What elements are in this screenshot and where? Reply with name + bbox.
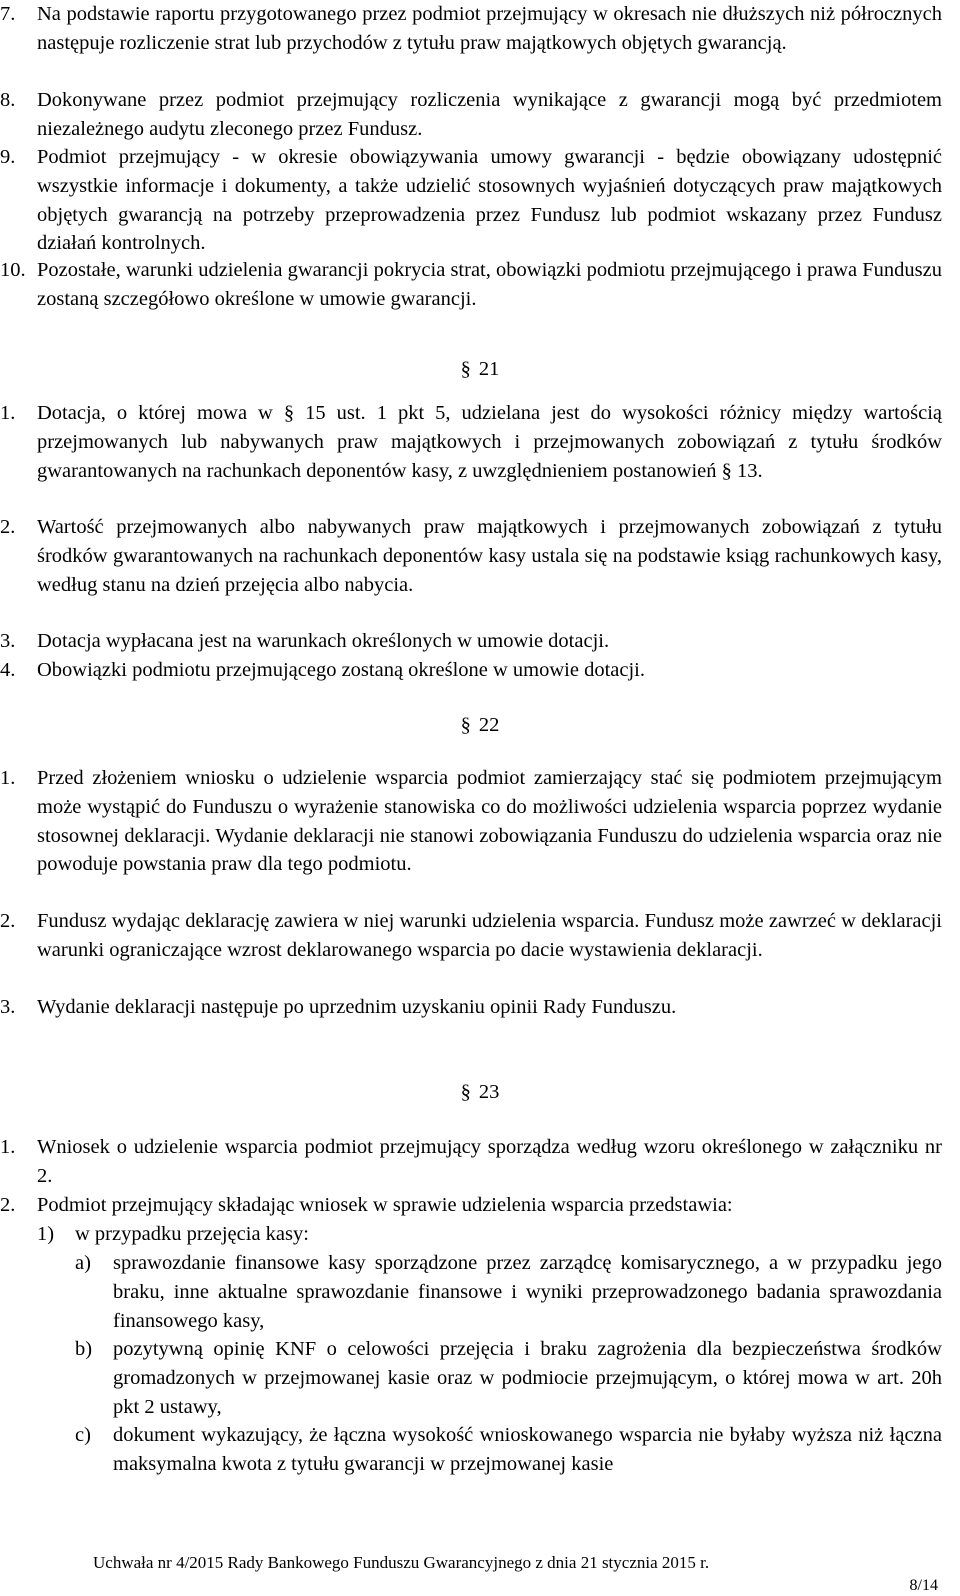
paragraph-text: Wartość przejmowanych albo nabywanych praw majątkowych i przejmowanych zobowiązań z tytułu środków gwarantowanych na rachunkach deponentów kasy ustala się na podstawie ksiąg rachunkowych kasy, według stanu na dzień przejęcia albo nabycia. xyxy=(37,516,942,596)
paragraph-text: Podmiot przejmujący składając wniosek w sprawie udzielenia wsparcia przedstawia: xyxy=(37,1194,733,1216)
paragraph-number: 9. xyxy=(0,146,16,168)
paragraph-number: 2. xyxy=(0,1194,16,1216)
paragraph-text: Dotacja, o której mowa w § 15 ust. 1 pkt 5, udzielana jest do wysokości różnicy między wartością przejmowanych lub nabywanych praw majątkowych i przejmowanych zobowiązań z tytułu środków gwarantowanych na rachunkach deponentów kasy, z uwzględnieniem postanowień § 13. xyxy=(37,402,942,482)
section-sign: § xyxy=(460,358,471,380)
s22-item-3 xyxy=(0,993,942,1022)
paragraph-text: Dotacja wypłacana jest na warunkach określonych w umowie dotacji. xyxy=(37,630,610,652)
point-text: w przypadku przejęcia kasy: xyxy=(75,1223,309,1245)
paragraph-text: Przed złożeniem wniosku o udzielenie wsparcia podmiot zamierzający stać się podmiotem przejmującym może wystąpić do Funduszu o wyrażenie stanowiska co do możliwości udzielenia wsparcia poprzez wydanie stosownej deklaracji. Wydanie deklaracji nie stanowi zobowiązania Funduszu do udzielenia wsparcia oraz nie powoduje powstania praw dla tego podmiotu. xyxy=(37,767,942,876)
section-sign: § xyxy=(460,1081,471,1103)
letter-item-a xyxy=(0,1249,942,1335)
paragraph-10 xyxy=(0,256,942,314)
paragraph-text: Dokonywane przez podmiot przejmujący rozliczenia wynikające z gwarancji mogą być przedmiotem niezależnego audytu zleconego przez Fundusz. xyxy=(37,89,942,140)
paragraph-number: 10. xyxy=(0,259,26,281)
s23-item-1 xyxy=(0,1133,942,1191)
s21-item-3 xyxy=(0,627,942,656)
letter-text: pozytywną opinię KNF o celowości przejęcia i braku zagrożenia dla bezpieczeństwa środków gromadzonych w przejmowanej kasie oraz w podmiocie przejmującym, o której mowa w art. 20h pkt 2 ustawy, xyxy=(113,1338,942,1418)
paragraph-number: 1. xyxy=(0,402,16,424)
letter-text: sprawozdanie finansowe kasy sporządzone przez zarządcę komisarycznego, a w przypadku jego braku, inne aktualne sprawozdanie finansowe i wyniki przeprowadzonego badania sprawozdania finansowego kasy, xyxy=(113,1252,942,1332)
section-heading-22 xyxy=(0,711,960,739)
section-number: 23 xyxy=(478,1081,500,1103)
paragraph-number: 1. xyxy=(0,767,16,789)
paragraph-number: 1. xyxy=(0,1136,16,1158)
section-number: 22 xyxy=(478,714,500,736)
point-number: 1) xyxy=(37,1223,55,1245)
paragraph-number: 3. xyxy=(0,996,16,1018)
letter-marker: c) xyxy=(75,1424,91,1446)
letter-text: dokument wykazujący, że łączna wysokość wnioskowanego wsparcia nie byłaby wyższa niż łączna maksymalna kwota z tytułu gwarancji w przejmowanej kasie xyxy=(113,1424,942,1475)
section-heading-23 xyxy=(0,1078,960,1106)
paragraph-number: 4. xyxy=(0,659,16,681)
letter-item-b xyxy=(0,1335,942,1421)
s22-item-2 xyxy=(0,907,942,965)
s23-item-2 xyxy=(0,1191,942,1220)
section-heading-21 xyxy=(0,355,960,383)
page-number: 8/14 xyxy=(909,1577,938,1594)
paragraph-text: Na podstawie raportu przygotowanego przez podmiot przejmujący w okresach nie dłuższych niż półrocznych następuje rozliczenie strat lub przychodów z tytułu praw majątkowych objętych gwarancją. xyxy=(37,3,942,54)
letter-marker: b) xyxy=(75,1338,93,1360)
section-number: 21 xyxy=(478,358,500,380)
s21-item-1 xyxy=(0,399,942,485)
paragraph-number: 8. xyxy=(0,89,16,111)
page-footer: Uchwała nr 4/2015 Rady Bankowego Funduszu Gwarancyjnego z dnia 21 stycznia 2015 r. xyxy=(93,1553,710,1572)
paragraph-number: 7. xyxy=(0,3,16,25)
paragraph-number: 2. xyxy=(0,910,16,932)
paragraph-text: Fundusz wydając deklarację zawiera w niej warunki udzielenia wsparcia. Fundusz może zawrzeć w deklaracji warunki ograniczające wzrost deklarowanego wsparcia po dacie wystawienia deklaracji. xyxy=(37,910,942,961)
paragraph-text: Obowiązki podmiotu przejmującego zostaną określone w umowie dotacji. xyxy=(37,659,645,681)
paragraph-text: Podmiot przejmujący - w okresie obowiązywania umowy gwarancji - będzie obowiązany udostępnić wszystkie informacje i dokumenty, a także udzielić stosownych wyjaśnień dotyczących praw majątkowych objętych gwarancją na potrzeby przeprowadzenia przez Fundusz lub podmiot wskazany przez Fundusz działań kontrolnych. xyxy=(37,146,942,255)
paragraph-9 xyxy=(0,143,942,258)
paragraph-number: 2. xyxy=(0,516,16,538)
s21-item-2 xyxy=(0,513,942,599)
paragraph-8 xyxy=(0,86,942,144)
paragraph-7 xyxy=(0,0,942,58)
paragraph-number: 3. xyxy=(0,630,16,652)
letter-marker: a) xyxy=(75,1252,91,1274)
section-sign: § xyxy=(460,714,471,736)
letter-item-c xyxy=(0,1421,942,1479)
s23-item-2-point-1 xyxy=(0,1220,942,1249)
s22-item-1 xyxy=(0,764,942,879)
paragraph-text: Pozostałe, warunki udzielenia gwarancji pokrycia strat, obowiązki podmiotu przejmującego i prawa Funduszu zostaną szczegółowo określone w umowie gwarancji. xyxy=(37,259,942,310)
paragraph-text: Wniosek o udzielenie wsparcia podmiot przejmujący sporządza według wzoru określonego w załączniku nr 2. xyxy=(37,1136,942,1187)
s21-item-4 xyxy=(0,656,942,685)
paragraph-text: Wydanie deklaracji następuje po uprzednim uzyskaniu opinii Rady Funduszu. xyxy=(37,996,677,1018)
